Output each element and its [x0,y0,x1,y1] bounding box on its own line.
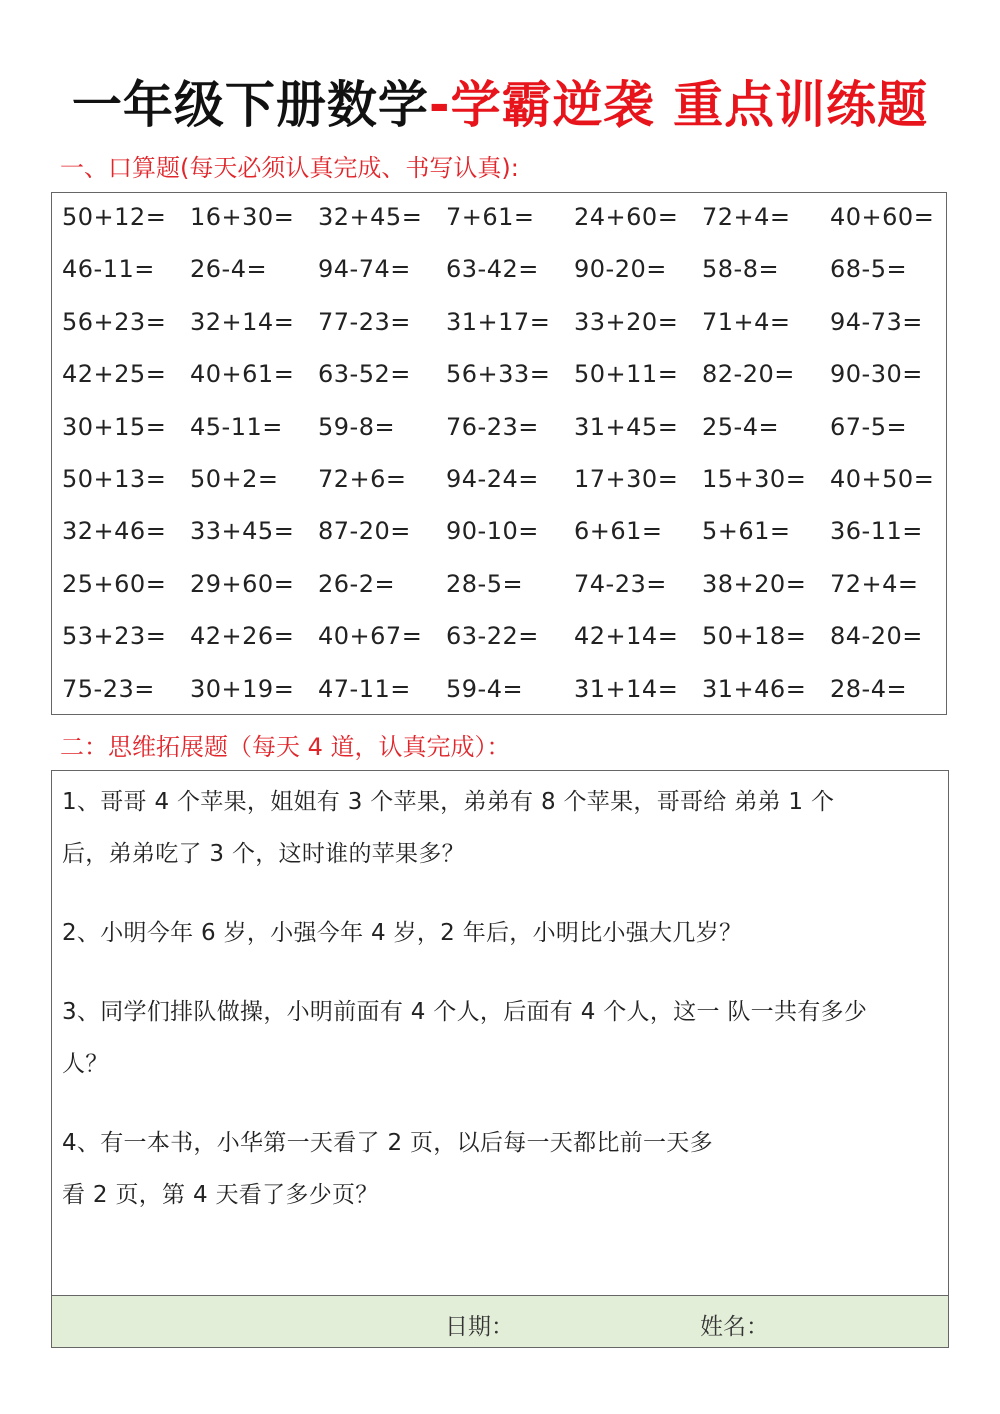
calc-problem: 5+61= [702,517,791,546]
calc-row [62,465,942,505]
calc-problem: 72+4= [830,569,919,598]
title-main: 一年级下册数学 [71,76,429,134]
calc-problem: 58-8= [702,255,780,284]
calc-problem: 6+61= [574,517,663,546]
problem-4-line-2: 看 2 页，第 4 天看了多少页？ [62,1182,379,1208]
calc-problem: 31+45= [574,412,679,441]
calc-problem: 63-42= [446,255,539,284]
calc-problem: 26-4= [190,255,268,284]
calc-problem: 30+19= [190,674,295,703]
calc-problem: 31+14= [574,674,679,703]
calc-problem: 30+15= [62,412,167,441]
calc-row [62,255,942,295]
calc-problem: 77-23= [318,307,411,336]
calc-problem: 53+23= [62,622,167,651]
calc-problem: 46-11= [62,255,155,284]
calc-problem: 59-4= [446,674,524,703]
calc-problem: 45-11= [190,412,283,441]
calc-problem: 87-20= [318,517,411,546]
calc-problem: 17+30= [574,465,679,493]
worksheet-title [0,70,1000,140]
word-problem-box [51,770,949,1348]
calc-problem: 50+11= [574,360,679,389]
oral-calculation-box [51,192,947,715]
calc-problem: 28-4= [830,674,908,703]
calc-problem: 94-24= [446,465,539,493]
calc-problem: 33+20= [574,307,679,336]
calc-row [62,675,942,715]
calc-problem: 63-52= [318,360,411,389]
date-label: 日期： [445,1314,514,1340]
calc-problem: 7+61= [446,203,535,231]
calc-problem: 24+60= [574,203,679,231]
calc-problem: 76-23= [446,412,539,441]
calc-row [62,517,942,557]
calc-problem: 31+17= [446,307,551,336]
calc-problem: 28-5= [446,569,524,598]
calc-problem: 94-74= [318,255,411,284]
calc-problem: 90-10= [446,517,539,546]
calc-problem: 32+45= [318,203,423,231]
calc-problem: 90-30= [830,360,923,389]
name-label: 姓名： [700,1314,769,1340]
calc-problem: 56+33= [446,360,551,389]
calc-problem: 38+20= [702,569,807,598]
calc-problem: 50+13= [62,465,167,493]
problem-2-line-1: 2、小明今年 6 岁，小强今年 4 岁，2 年后，小明比小强大几岁？ [62,920,743,946]
calc-problem: 42+26= [190,622,295,651]
problem-1-line-1: 1、哥哥 4 个苹果，姐姐有 3 个苹果，弟弟有 8 个苹果，哥哥给 弟弟 1 个 [62,789,835,815]
problem-1-line-2: 后，弟弟吃了 3 个，这时谁的苹果多？ [62,841,465,867]
calc-problem: 82-20= [702,360,795,389]
calc-problem: 84-20= [830,622,923,651]
calc-problem: 15+30= [702,465,807,493]
calc-problem: 90-20= [574,255,667,284]
calc-problem: 42+14= [574,622,679,651]
title-highlight: -学霸逆袭 重点训练题 [428,76,929,134]
calc-row [62,203,942,243]
calc-problem: 25-4= [702,412,780,441]
calc-problem: 40+61= [190,360,295,389]
calc-problem: 32+46= [62,517,167,546]
calc-problem: 31+46= [702,674,807,703]
calc-problem: 71+4= [702,307,791,336]
calc-row [62,308,942,348]
calc-problem: 75-23= [62,674,155,703]
calc-problem: 42+25= [62,360,167,389]
calc-problem: 50+2= [190,465,279,493]
calc-problem: 56+23= [62,307,167,336]
calc-problem: 72+6= [318,465,407,493]
section1-heading: 一、口算题(每天必须认真完成、书写认真): [60,154,519,182]
calc-problem: 47-11= [318,674,411,703]
calc-row [62,570,942,610]
calc-row [62,360,942,400]
calc-problem: 63-22= [446,622,539,651]
calc-problem: 25+60= [62,569,167,598]
calc-problem: 50+12= [62,203,167,231]
calc-problem: 50+18= [702,622,807,651]
calc-problem: 32+14= [190,307,295,336]
calc-problem: 29+60= [190,569,295,598]
calc-problem: 40+60= [830,203,935,231]
problem-4-line-1: 4、有一本书，小华第一天看了 2 页，以后每一天都比前一天多 [62,1130,713,1156]
calc-problem: 40+67= [318,622,423,651]
calc-problem: 67-5= [830,412,908,441]
calc-problem: 68-5= [830,255,908,284]
calc-problem: 59-8= [318,412,396,441]
problem-3-line-1: 3、同学们排队做操，小明前面有 4 个人，后面有 4 个人，这一 队一共有多少 [62,999,868,1025]
calc-problem: 33+45= [190,517,295,546]
footer-bar [52,1295,948,1347]
calc-problem: 72+4= [702,203,791,231]
calc-problem: 26-2= [318,569,396,598]
calc-problem: 74-23= [574,569,667,598]
calc-problem: 16+30= [190,203,295,231]
calc-problem: 94-73= [830,307,923,336]
section2-heading: 二：思维拓展题（每天 4 道，认真完成）： [60,733,511,761]
calc-row [62,413,942,453]
calc-row [62,622,942,662]
calc-problem: 40+50= [830,465,935,493]
problem-3-line-2: 人？ [62,1051,109,1077]
calc-problem: 36-11= [830,517,923,546]
